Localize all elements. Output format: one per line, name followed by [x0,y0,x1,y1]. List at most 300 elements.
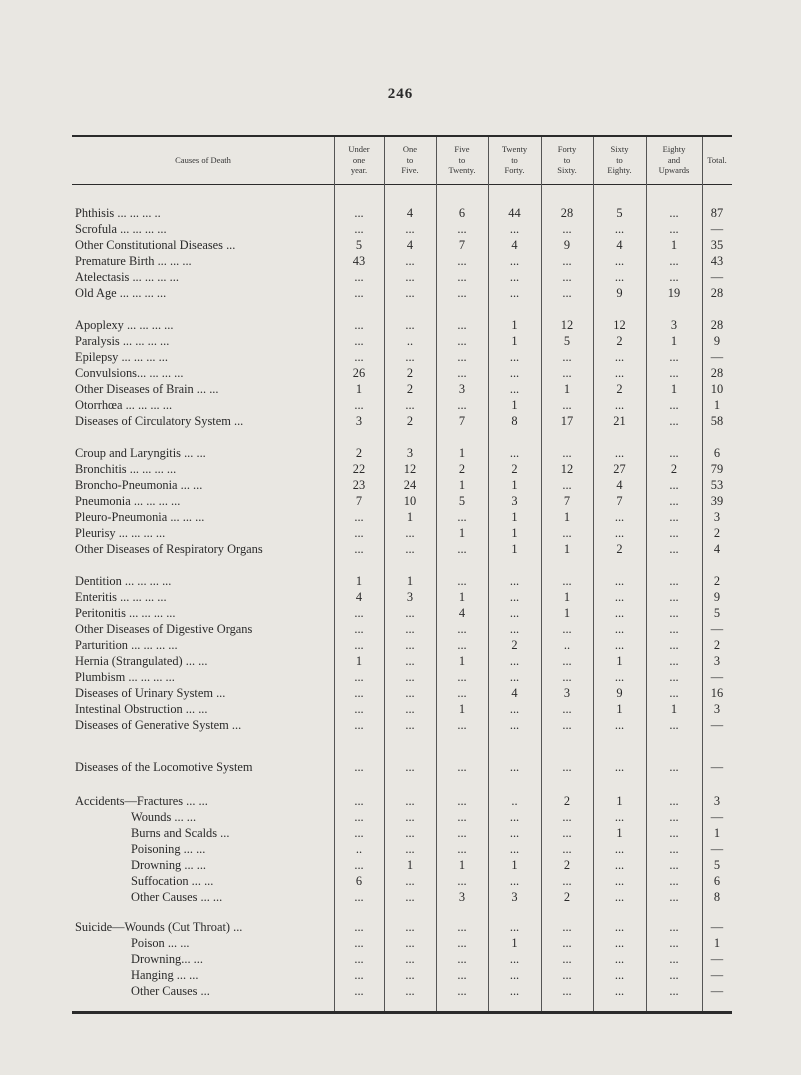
total-cell: 3 [713,654,721,668]
cause-text: Peritonitis ... ... ... ... [75,606,176,620]
cause-text: Drowning... ... [131,952,203,966]
table-row [72,509,732,525]
table-row [72,717,732,733]
value-cell: 7 [563,494,571,508]
value-cell: 1 [511,318,518,332]
total-cell: 1 [713,398,721,412]
cause-label [75,793,331,809]
table-row [72,605,732,621]
cause-label [75,381,331,397]
value-cell: 1 [511,858,518,872]
value-cell: ... [457,810,467,824]
cause-label [75,461,331,477]
value-cell: 27 [613,462,626,476]
value-cell: ... [614,670,625,684]
cause-label [75,525,331,541]
value-cell: 1 [563,382,571,396]
cause-label [75,809,331,825]
value-cell: ... [669,670,679,684]
column-header-line: Five. [401,165,419,176]
value-cell: ... [405,670,415,684]
value-cell: ... [457,542,467,556]
table-row [72,685,732,701]
total-cell: 28 [710,366,724,380]
value-cell: 1 [616,702,623,716]
value-cell: ... [614,270,625,284]
value-cell: ... [405,920,415,934]
value-cell: ... [614,874,625,888]
value-cell: ... [669,638,679,652]
cause-label [75,573,331,589]
value-cell: 1 [563,590,571,604]
value-cell: ... [354,638,364,652]
value-cell: ... [457,874,467,888]
value-cell: ... [457,318,467,332]
value-cell: ... [669,826,679,840]
value-cell: ... [614,622,625,636]
value-cell: ... [509,254,520,268]
total-cell: 2 [713,574,721,588]
table-row [72,333,732,349]
value-cell: 19 [667,286,681,300]
total-cell: 16 [710,686,724,700]
value-cell: 3 [511,494,518,508]
total-cell: 79 [710,462,724,476]
cause-label [75,605,331,621]
value-cell: ... [669,760,679,774]
cause-label [75,397,331,413]
value-cell: ... [457,718,467,732]
value-cell: 6 [458,206,466,220]
value-cell: 2 [406,366,414,380]
cause-text: Diseases of Generative System ... [75,718,242,732]
cause-text: Accidents—Fractures ... ... [75,794,208,808]
column-header [593,137,646,183]
cause-label [75,269,331,285]
value-cell: ... [509,366,520,380]
value-cell: 3 [458,382,466,396]
value-cell: ... [405,350,415,364]
value-cell: ... [669,478,679,492]
column-header-line: One [402,144,418,155]
value-cell: 3 [458,890,466,904]
column-header-line: Total. [707,154,727,165]
value-cell: ... [354,526,364,540]
total-cell: 5 [713,606,721,620]
value-cell: ... [457,968,467,982]
cause-text: Drowning ... ... [131,858,207,872]
value-cell: ... [614,810,625,824]
cause-text: Suicide—Wounds (Cut Throat) ... [75,920,243,934]
column-header-line: Twenty [501,144,528,155]
value-cell: ... [354,622,364,636]
value-cell: ... [614,760,625,774]
value-cell: 2 [670,462,678,476]
table-row [72,951,732,967]
table-row [72,541,732,557]
value-cell: ... [509,590,520,604]
column-header-line: to [616,154,623,165]
total-cell: — [710,670,724,684]
value-cell: 2 [563,890,571,904]
total-cell: — [710,952,724,966]
table-row [72,237,732,253]
value-cell: ... [509,654,520,668]
value-cell: ... [405,702,415,716]
cause-label [75,889,331,905]
value-cell: 26 [352,366,366,380]
total-cell: 87 [710,206,724,220]
table-row [72,825,732,841]
total-cell: — [710,810,724,824]
value-cell: ... [614,968,625,982]
cause-label [75,759,331,775]
value-cell: ... [669,366,679,380]
value-cell: 1 [458,858,466,872]
value-cell: 1 [563,606,571,620]
value-cell: ... [405,936,415,950]
value-cell: ... [457,952,467,966]
value-cell: ... [669,574,679,588]
value-cell: ... [614,984,625,998]
value-cell: ... [354,984,364,998]
value-cell: ... [457,286,467,300]
value-cell: 1 [670,702,678,716]
cause-text: Broncho-Pneumonia ... ... [75,478,203,492]
value-cell: ... [405,842,415,856]
value-cell: 43 [352,254,366,268]
cause-label [75,841,331,857]
column-header-line: Causes of Death [175,154,231,165]
value-cell: ... [509,984,520,998]
value-cell: 7 [616,494,623,508]
cause-text: Pleurisy ... ... ... ... [75,526,166,540]
value-cell: ... [614,842,625,856]
total-cell: 9 [713,334,721,348]
value-cell: ... [354,718,364,732]
value-cell: ... [405,826,415,840]
value-cell: ... [354,890,364,904]
cause-text: Enteritis ... ... ... ... [75,590,167,604]
cause-text: Other Diseases of Brain ... ... [75,382,219,396]
table-row [72,477,732,493]
column-header-line: to [563,154,571,165]
value-cell: 9 [616,286,623,300]
total-cell: 53 [710,478,724,492]
cause-text: Parturition ... ... ... ... [75,638,178,652]
value-cell: 1 [616,794,623,808]
value-cell: ... [457,670,467,684]
value-cell: ... [614,366,625,380]
table-bottom-rule [72,1011,732,1014]
value-cell: ... [354,270,364,284]
column-header-line: Eighty. [607,165,632,176]
value-cell: 1 [355,382,363,396]
cause-label [75,589,331,605]
value-cell: ... [669,842,679,856]
cause-label [75,349,331,365]
cause-label [75,701,331,717]
value-cell: ... [614,350,625,364]
cause-label [75,477,331,493]
value-cell: ... [669,718,679,732]
cause-label [75,919,331,935]
cause-text: Diseases of Urinary System ... [75,686,226,700]
value-cell: ... [509,760,520,774]
table-row [72,669,732,685]
value-cell: ... [354,606,364,620]
cause-label [75,669,331,685]
value-cell: ... [669,510,679,524]
value-cell: ... [562,968,572,982]
cause-text: Other Constitutional Diseases ... [75,238,236,252]
value-cell: ... [405,526,415,540]
value-cell: 1 [511,334,518,348]
cause-label [75,621,331,637]
value-cell: ... [509,920,520,934]
value-cell: ... [509,670,520,684]
value-cell: ... [405,654,415,668]
value-cell: ... [457,270,467,284]
value-cell: ... [669,890,679,904]
value-cell: ... [457,984,467,998]
table-row [72,573,732,589]
value-cell: ... [509,446,520,460]
cause-text: Poison ... ... [131,936,190,950]
value-cell: 1 [511,510,518,524]
value-cell: ... [354,398,364,412]
value-cell: ... [669,206,679,220]
column-header-line: Five [454,144,470,155]
total-cell: — [710,968,724,982]
value-cell: ... [405,542,415,556]
value-cell: 2 [563,858,571,872]
total-cell: — [710,718,724,732]
value-cell: ... [562,874,572,888]
column-header-line: Eighty [662,144,686,155]
value-cell: ... [509,574,520,588]
value-cell: ... [562,222,572,236]
value-cell: ... [457,222,467,236]
value-cell: ... [405,952,415,966]
table-row [72,381,732,397]
cause-text: Diseases of the Locomotive System [75,760,253,774]
table-row [72,873,732,889]
cause-text: Hanging ... ... [131,968,199,982]
value-cell: 7 [458,238,466,252]
value-cell: ... [405,286,415,300]
total-cell: — [710,842,724,856]
value-cell: 2 [406,414,414,428]
cause-label [75,873,331,889]
value-cell: 1 [406,858,414,872]
value-cell: ... [669,446,679,460]
value-cell: ... [562,952,572,966]
table-row [72,269,732,285]
total-cell: — [710,920,724,934]
value-cell: 2 [458,462,466,476]
value-cell: 17 [560,414,574,428]
value-cell: ... [562,526,572,540]
value-cell: ... [405,968,415,982]
value-cell: ... [562,254,572,268]
value-cell: 1 [355,574,363,588]
value-cell: ... [354,286,364,300]
value-cell: 2 [355,446,363,460]
column-header [488,137,541,183]
table-row [72,285,732,301]
value-cell: ... [509,842,520,856]
column-header-line: Twenty. [448,165,476,176]
value-cell: 3 [670,318,678,332]
value-cell: 1 [563,542,571,556]
column-header-line: Upwards [658,165,690,176]
value-cell: .. [511,794,518,808]
value-cell: ... [669,968,679,982]
table-row [72,793,732,809]
value-cell: ... [457,574,467,588]
value-cell: ... [354,920,364,934]
value-cell: ... [669,270,679,284]
cause-text: Bronchitis ... ... ... ... [75,462,177,476]
value-cell: ... [405,890,415,904]
value-cell: .. [563,638,571,652]
column-header-line: Forty [557,144,577,155]
value-cell: ... [457,936,467,950]
total-cell: 9 [713,590,721,604]
table-row [72,397,732,413]
value-cell: ... [562,398,572,412]
column-header-line: Sixty. [557,165,577,176]
value-cell: ... [457,920,467,934]
value-cell: ... [669,350,679,364]
value-cell: 1 [458,478,466,492]
value-cell: ... [405,794,415,808]
value-cell: 4 [616,478,623,492]
cause-text: Plumbism ... ... ... ... [75,670,175,684]
value-cell: ... [354,686,364,700]
value-cell: ... [405,270,415,284]
value-cell: ... [562,654,572,668]
cause-text: Convulsions... ... ... ... [75,366,184,380]
table-row [72,919,732,935]
value-cell: ... [457,826,467,840]
value-cell: ... [354,334,364,348]
cause-text: Paralysis ... ... ... ... [75,334,170,348]
value-cell: 12 [613,318,626,332]
value-cell: 1 [406,574,414,588]
value-cell: ... [509,702,520,716]
value-cell: ... [669,984,679,998]
cause-label [75,285,331,301]
table-row [72,317,732,333]
cause-text: Intestinal Obstruction ... ... [75,702,208,716]
cause-text: Burns and Scalds ... [131,826,230,840]
value-cell: ... [614,920,625,934]
value-cell: 9 [563,238,571,252]
value-cell: ... [457,686,467,700]
value-cell: ... [405,254,415,268]
cause-label [75,253,331,269]
value-cell: ... [669,874,679,888]
value-cell: 5 [458,494,466,508]
value-cell: 1 [511,936,518,950]
value-cell: 4 [511,238,518,252]
value-cell: ... [509,810,520,824]
value-cell: ... [669,622,679,636]
total-cell: — [710,984,724,998]
total-cell: — [710,622,724,636]
table-row [72,935,732,951]
cause-text: Other Diseases of Digestive Organs [75,622,253,636]
cause-text: Premature Birth ... ... ... [75,254,192,268]
value-cell: ... [562,478,572,492]
value-cell: ... [614,254,625,268]
value-cell: 3 [355,414,363,428]
value-cell: ... [354,542,364,556]
value-cell: ... [669,810,679,824]
total-cell: 58 [710,414,724,428]
table-row [72,637,732,653]
value-cell: ... [354,936,364,950]
value-cell: 9 [616,686,623,700]
cause-text: Epilepsy ... ... ... ... [75,350,168,364]
value-cell: ... [562,574,572,588]
value-cell: 1 [458,526,466,540]
value-cell: 7 [355,494,363,508]
value-cell: 1 [458,702,466,716]
value-cell: ... [669,936,679,950]
value-cell: ... [562,936,572,950]
cause-text: Pleuro-Pneumonia ... ... ... [75,510,205,524]
value-cell: ... [562,718,572,732]
value-cell: 1 [563,510,571,524]
header-bottom-rule [72,184,732,185]
value-cell: ... [354,968,364,982]
total-cell: 3 [713,702,721,716]
cause-label [75,333,331,349]
value-cell: ... [457,350,467,364]
value-cell: 1 [458,654,466,668]
table-row [72,221,732,237]
cause-text: Otorrhœa ... ... ... ... [75,398,173,412]
value-cell: ... [562,286,572,300]
cause-text: Wounds ... ... [131,810,197,824]
table-row [72,413,732,429]
value-cell: ... [457,254,467,268]
value-cell: ... [457,398,467,412]
value-cell: ... [669,794,679,808]
value-cell: ... [562,350,572,364]
value-cell: 2 [511,638,518,652]
column-header-line: year. [350,165,368,176]
value-cell: ... [669,414,679,428]
table-row [72,461,732,477]
value-cell: ... [669,542,679,556]
value-cell: ... [457,760,467,774]
value-cell: ... [354,858,364,872]
value-cell: ... [405,874,415,888]
value-cell: ... [614,446,625,460]
value-cell: ... [562,920,572,934]
value-cell: ... [354,702,364,716]
value-cell: 3 [406,590,414,604]
value-cell: ... [405,686,415,700]
table-row [72,365,732,381]
value-cell: 3 [511,890,518,904]
cause-text: Suffocation ... ... [131,874,214,888]
column-header [541,137,593,183]
